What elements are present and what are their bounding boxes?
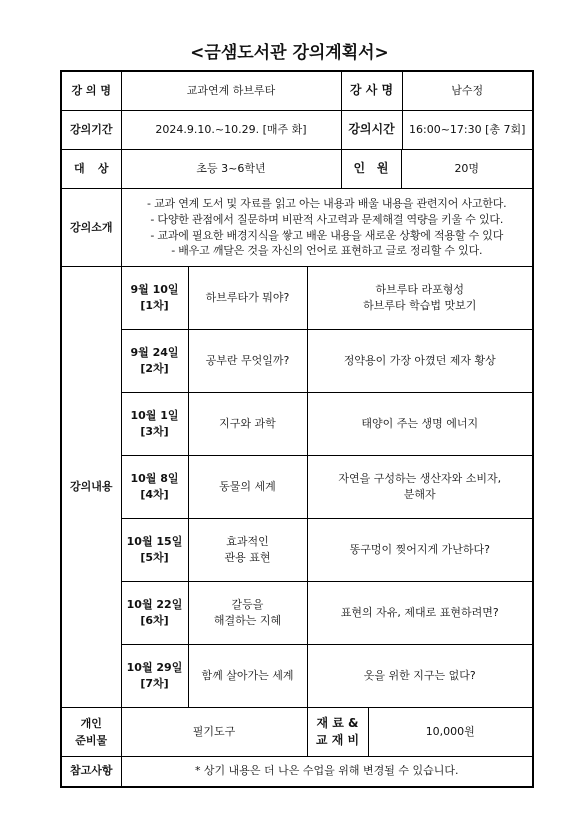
- session-topic-line: 효과적인: [226, 535, 269, 549]
- target-label: [61, 150, 121, 189]
- session-round: [5차]: [140, 551, 169, 564]
- lecture-plan-table: [60, 70, 534, 788]
- intro-line: - 배우고 깨달은 것을 자신의 언어로 표현하고 글로 정리할 수 있다.: [171, 244, 483, 258]
- session-date: [121, 393, 188, 456]
- session-date-text: 10월 22일: [126, 598, 183, 612]
- headcount-label: [342, 150, 402, 188]
- session-date-text: 10월 29일: [126, 661, 183, 675]
- session-detail: [307, 582, 533, 645]
- intro-line: - 교과 연계 도서 및 자료를 읽고 아는 내용과 배울 내용을 관련지어 사고한다.: [147, 196, 507, 210]
- session-row: [61, 393, 533, 456]
- instructor-value: 남수정: [451, 84, 484, 98]
- session-date: [121, 519, 188, 582]
- fee-label: [308, 708, 369, 756]
- target-label-b: 상: [97, 162, 109, 176]
- session-topic-line: 동물의 세계: [219, 480, 276, 494]
- session-topic-line: 갈등을: [231, 598, 264, 612]
- session-detail-line: 자연을 구성하는 생산자와 소비자,: [338, 472, 502, 486]
- session-topic: [188, 456, 307, 519]
- supplies-label: [61, 708, 121, 757]
- supplies-label-line2: 준비물: [75, 734, 108, 747]
- time-cell: [341, 111, 533, 150]
- session-topic-line: 공부란 무엇일까?: [205, 354, 290, 368]
- session-detail-line: 하브루타 라포형성: [375, 283, 464, 297]
- instructor-cell: [341, 71, 533, 111]
- session-detail-line: 태양이 주는 생명 에너지: [361, 417, 479, 431]
- session-date: [121, 267, 188, 330]
- fee-label-line2: 교 재 비: [315, 733, 360, 747]
- session-detail-line: 하브루타 학습법 맛보기: [363, 299, 477, 312]
- session-detail: [307, 519, 533, 582]
- note-label: 참고사항: [61, 757, 121, 787]
- period-label: 강의기간: [61, 111, 121, 150]
- session-date-text: 10월 8일: [130, 472, 179, 486]
- session-topic: [188, 645, 307, 708]
- session-topic: [188, 330, 307, 393]
- session-date: [121, 645, 188, 708]
- session-round: [7차]: [140, 677, 169, 690]
- session-detail: [307, 330, 533, 393]
- headcount-label-b: 원: [376, 161, 389, 176]
- headcount-value: 20명: [454, 162, 480, 176]
- target-value: 초등 3~6학년: [121, 150, 341, 189]
- session-topic-line: 하브루타가 뭐야?: [205, 291, 290, 305]
- instructor-label: 강 사 명: [342, 72, 403, 110]
- session-date-text: 9월 24일: [130, 346, 179, 360]
- row-lecture-name: [61, 71, 533, 111]
- row-note: [61, 757, 533, 787]
- session-detail: [307, 645, 533, 708]
- content-label: 강의내용: [61, 267, 121, 708]
- time-label: 강의시간: [342, 111, 403, 149]
- supplies-value: 필기도구: [121, 708, 307, 757]
- session-detail: [307, 456, 533, 519]
- session-detail: [307, 267, 533, 330]
- session-topic: [188, 582, 307, 645]
- session-date: [121, 582, 188, 645]
- row-supplies: [61, 708, 533, 757]
- session-topic-line: 해결하는 지혜: [213, 614, 282, 627]
- session-row: [61, 330, 533, 393]
- note-value: * 상기 내용은 더 나은 수업을 위해 변경될 수 있습니다.: [121, 757, 533, 787]
- session-topic: [188, 519, 307, 582]
- session-row: [61, 582, 533, 645]
- intro-line: - 교과에 필요한 배경지식을 쌓고 배운 내용을 새로운 상황에 적용할 수 있다: [150, 228, 504, 242]
- intro-label: 강의소개: [61, 189, 121, 267]
- row-target: [61, 150, 533, 189]
- session-topic: [188, 267, 307, 330]
- supplies-label-line1: 개인: [80, 716, 102, 730]
- session-date: [121, 330, 188, 393]
- session-detail-line: 옷을 위한 지구는 없다?: [363, 669, 476, 683]
- session-topic: [188, 393, 307, 456]
- session-row: [61, 267, 533, 330]
- headcount-label-a: 인: [353, 161, 366, 176]
- session-detail-line: 정약용이 가장 아꼈던 제자 황상: [343, 354, 496, 368]
- session-detail: [307, 393, 533, 456]
- fee-label-line1: 재 료 &: [316, 716, 359, 731]
- lecture-name-label: 강 의 명: [61, 71, 121, 111]
- target-label-a: 대: [74, 162, 85, 176]
- intro-text: [121, 189, 533, 267]
- session-date-text: 10월 1일: [130, 409, 179, 423]
- session-detail-line: 분해자: [403, 488, 436, 501]
- session-topic-line: 함께 살아가는 세계: [201, 669, 294, 683]
- lecture-name-value: 교과연계 하브루타: [121, 71, 341, 111]
- session-date-text: 10월 15일: [126, 535, 183, 549]
- session-detail-line: 표현의 자유, 제대로 표현하려면?: [340, 606, 499, 620]
- intro-line: - 다양한 관점에서 질문하며 비판적 사고력과 문제해결 역량을 키울 수 있다.: [150, 212, 504, 226]
- fee-cell: [307, 708, 533, 757]
- session-round: [1차]: [140, 299, 169, 312]
- headcount-cell: [341, 150, 533, 189]
- session-round: [3차]: [140, 425, 169, 438]
- time-value: 16:00~17:30 [총 7회]: [409, 123, 526, 137]
- session-date-text: 9월 10일: [130, 283, 179, 297]
- session-date: [121, 456, 188, 519]
- document-title: <금샘도서관 강의계획서>: [190, 43, 389, 63]
- period-value: 2024.9.10.~10.29. [매주 화]: [121, 111, 341, 150]
- fee-value: 10,000원: [425, 725, 475, 739]
- row-period: [61, 111, 533, 150]
- session-row: [61, 456, 533, 519]
- session-detail-line: 똥구멍이 찢어지게 가난하다?: [349, 543, 490, 557]
- session-round: [2차]: [140, 362, 169, 375]
- row-intro: [61, 189, 533, 267]
- session-row: [61, 519, 533, 582]
- session-round: [4차]: [140, 488, 169, 501]
- session-round: [6차]: [140, 614, 169, 627]
- session-topic-line: 지구와 과학: [219, 417, 276, 431]
- session-row: [61, 645, 533, 708]
- session-topic-line: 관용 표현: [224, 551, 271, 564]
